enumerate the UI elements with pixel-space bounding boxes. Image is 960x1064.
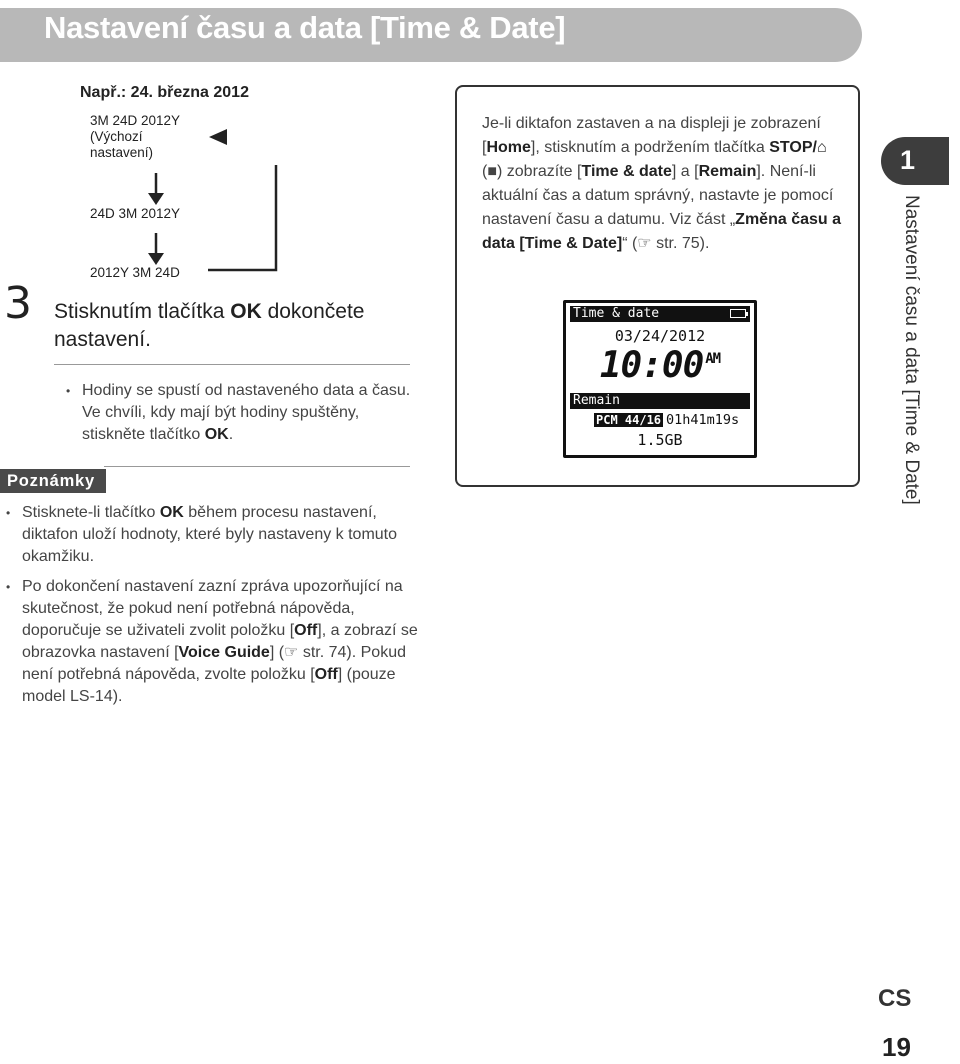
info-text: Je-li diktafon zastaven a na displeji je zobrazení [Home], stisknutím a podržením tlačítka STOP/⌂ (■) zobrazíte [Time & date] a [Remain]. Není-li aktuální čas a datum správný, nastavte je pomocí nastavení času a datumu. Viz část „Změna času a data [Time & Date]“ (☞ str. 75). (482, 115, 841, 252)
battery-icon (730, 309, 746, 318)
display-remaining-size: 1.5GB (637, 431, 683, 449)
divider (104, 466, 410, 467)
display-remaining-time: PCM 44/16 01h41m19s (596, 412, 740, 428)
arrow-left-icon (205, 128, 235, 148)
display-remain-bar: Remain (570, 393, 750, 409)
step-instruction: Stisknutím tlačítka OK dokončete nastavení. (54, 300, 365, 351)
format-option-day-first: 24D 3M 2012Y (90, 206, 181, 221)
display-title-bar: Time & date (570, 306, 750, 322)
note-item: • Stisknete-li tlačítko OK během procesu nastavení, diktafon uloží hodnoty, které byly nastaveny k tomuto okamžiku. (6, 504, 398, 565)
language-code: CS (878, 985, 912, 1012)
format-option-year-first: 2012Y 3M 24D (90, 265, 180, 280)
step-number: 3 (4, 278, 32, 329)
display-time: 10:00 $^{AM}$ (599, 345, 721, 386)
page-number: 19 (882, 1032, 911, 1062)
format-cycle-arrows (140, 165, 290, 275)
side-section-title: Nastavení času a data [Time & Date] (901, 195, 922, 505)
example-label: Např.: 24. března 2012 (80, 84, 249, 101)
page-title: Nastavení času a data [Time & Date] (44, 10, 566, 45)
device-display (563, 300, 757, 458)
display-date: 03/24/2012 (614, 327, 706, 345)
chapter-number: 1 (900, 145, 916, 175)
divider (54, 364, 410, 365)
format-option-default: 3M 24D 2012Y (Výchozí nastavení) (90, 113, 181, 160)
notes-heading: Poznámky (0, 469, 106, 493)
note-item: • Po dokončení nastavení zazní zpráva upozorňující na skutečnost, že pokud není potřebná nápověda, doporučuje se uživateli zvolit položku [Off], a zobrazí se obrazovka nastavení [Voice Guide] (☞ str. 74). Pokud není potřebná nápověda, zvolte položku [Off] (pouze model LS-14). (6, 578, 418, 705)
step-bullet: • Hodiny se spustí od nastaveného data a času. Ve chvíli, kdy mají být hodiny spuštěny, stiskněte tlačítko OK. (66, 382, 411, 443)
